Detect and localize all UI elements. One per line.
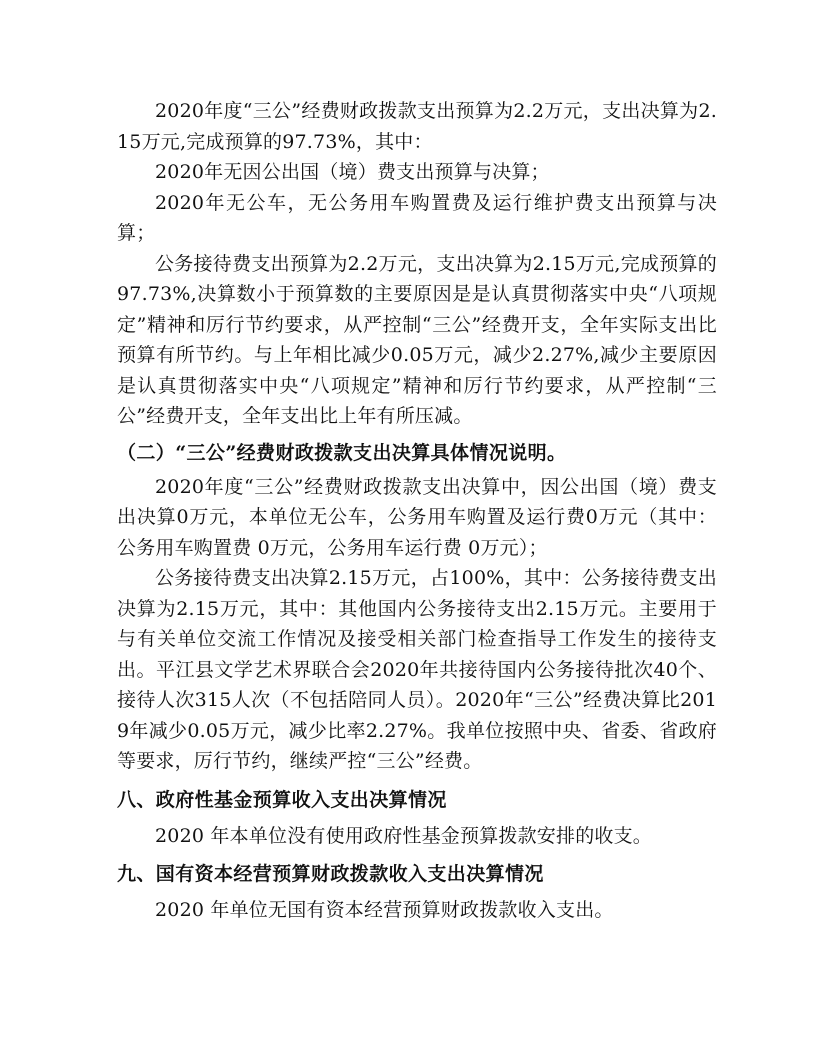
section-8-body: 2020 年本单位没有使用政府性基金预算拨款安排的收支。 xyxy=(155,824,652,847)
subheading-three-public-details: （二）“三公”经费财政拨款支出决算具体情况说明。 xyxy=(117,441,567,464)
section-9-heading: 九、国有资本经营预算财政拨款收入支出决算情况 xyxy=(117,863,544,885)
paragraph-final-accounts-detail: 2020年度“三公”经费财政拨款支出决算中，因公出国（境）费支出决算0万元，本单位无公车，公务用车购置及运行费0万元（其中：公务用车购置费 0万元，公务用车运行费 0万元）； xyxy=(117,475,717,559)
paragraph-reception-budget: 公务接待费支出预算为2.2万元，支出决算为2.15万元,完成预算的97.73%,决算数小于预算数的主要原因是是认真贯彻落实中央“八项规定”精神和厉行节约要求，从严控制“三公”经费开支，全年实际支出比预算有所节约。与上年相比减少0.05万元，减少2.27%,减少主要原因是认真贯彻落实中央“八项规定”精神和厉行节约要求，从严控制“三公”经费开支，全年支出比上年有所压减。 xyxy=(117,252,717,427)
paragraph-official-vehicles: 2020年无公车，无公务用车购置费及运行维护费支出预算与决算； xyxy=(117,191,717,244)
section-9-body: 2020 年单位无国有资本经营预算财政拨款收入支出。 xyxy=(155,899,614,921)
document-body xyxy=(117,96,717,926)
paragraph-overseas-travel: 2020年无因公出国（境）费支出预算与决算； xyxy=(155,161,550,183)
paragraph-reception-detail: 公务接待费支出决算2.15万元，占100%，其中：公务接待费支出决算为2.15万元，其中：其他国内公务接待支出2.15万元。主要用于与有关单位交流工作情况及接受相关部门检查指导工作发生的接待支出。平江县文学艺术界联合会2020年共接待国内公务接待批次40个、接待人次315人次（不包括陪同人员）。2020年“三公”经费决算比2019年减少0.05万元，减少比率2.27%。我单位按照中央、省委、省政府等要求，厉行节约，继续严控“三公”经费。 xyxy=(117,567,717,772)
section-8-heading: 八、政府性基金预算收入支出决算情况 xyxy=(117,788,447,811)
paragraph-three-public-budget-summary: 2020年度“三公”经费财政拨款支出预算为2.2万元，支出决算为2.15万元,完成预算的97.73%，其中： xyxy=(117,100,717,153)
